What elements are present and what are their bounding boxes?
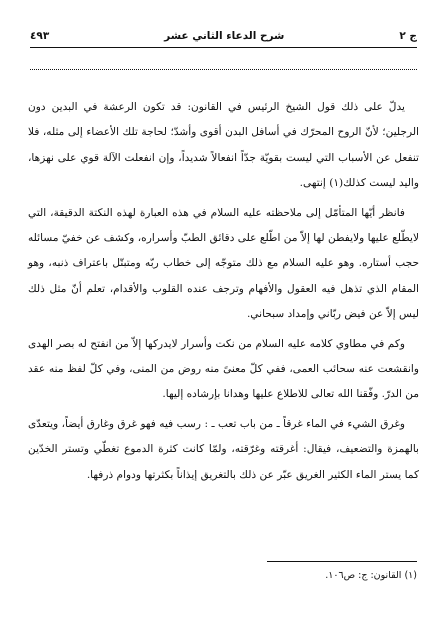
paragraph-3: وكم في مطاوي كلامه عليه السلام من نكت وأسرار لايدركها إلاّ من انفتح له بصر الهدى وانقشعت عنه سحائب العمى، ففي كلّ معنىً منه روض من المنى، وفي كلّ لفظ منه عقد من الدرّ. وفّقنا الله تعالى للاطلاع عليها وهدانا بإرشاده إليها. bbox=[28, 337, 419, 401]
footnote: (١) القانون: ج: ص١٠٦. bbox=[325, 570, 417, 581]
body-text bbox=[28, 95, 419, 488]
volume-label: ج ٢ bbox=[399, 30, 417, 42]
running-title: شرح الدعاء الثاني عشر bbox=[164, 30, 285, 42]
paragraph-4: وغرق الشيء في الماء غرقاً ـ من باب تعب ـ : رسب فيه فهو غرق وغارق أيضاً، ويتعدّى بالهمزة والتضعيف، فيقال: أغرقته وغرّقته، ولمّا كانت كثرة الدموع تغطّي وتستر الخدّين كما يستر الماء الكثير الغريق عبّر عن ذلك بالتغريق إيذاناً بكثرتها ودوام ذرفها. bbox=[28, 417, 419, 481]
paragraph-1: يدلّ على ذلك قول الشيخ الرئيس في القانون: قد تكون الرعشة في البدين دون الرجلين؛ لأنّ الروح المحرّك في أسافل البدن أقوى وأشدّ؛ لحاجة تلك الأعضاء إلى مثله، فلا تنفعل عن الأسباب التي ليست بقويّة جدّاً انفعالاً شديداً، وإن انفعلت الآلة قوي على نهزها، واليد ليست كذلك(١) إنتهى. bbox=[28, 101, 419, 190]
dotted-rule bbox=[30, 69, 417, 70]
footnote-rule bbox=[267, 561, 417, 562]
page-number: ٤٩٣ bbox=[30, 30, 50, 42]
paragraph-2: فانظر أيّها المتأمّل إلى ملاحظته عليه السلام في هذه العبارة لهذه النكتة الدقيقة، التي لايطّلع عليها ولايفطن لها إلاّ من اطّلع على دقائق الطبّ وأسراره، وكشف عن خفيّ مسائله حجب أستاره. وهو عليه السلام مع ذلك متوجّه إلى خطاب ربّه ومتبتّل باعتراف ذنبه، وهو المقام الذي تذهل فيه العقول والأفهام وترجف عنده القلوب والأقدام، تعلم أنّ مثل ذلك ليس إلاّ عن فيض ربّاني وإمداد سبحاني. bbox=[28, 206, 419, 321]
page-header bbox=[30, 28, 417, 44]
header-rule bbox=[30, 47, 417, 48]
